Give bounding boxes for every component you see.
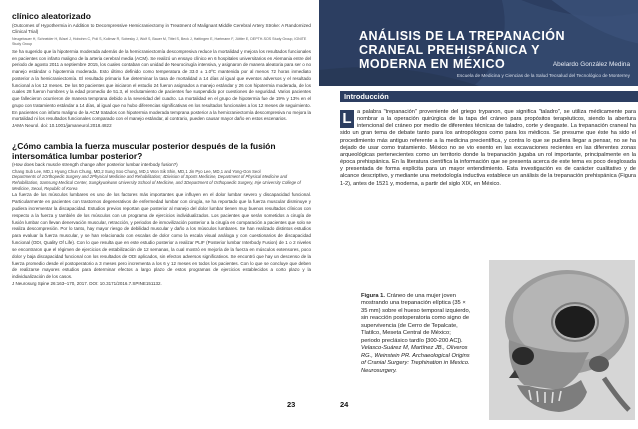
skull-image (489, 260, 635, 420)
article1-subtitle: (Outcomes of Hypothermia in Addition to Decompressive Hemicraniectomy in Treatment of Malignant Middle Cerebral Artery Stroke: A Randomized Clinical Trial) (12, 22, 311, 34)
intro-paragraph (340, 109, 636, 188)
article1-authors: Neugebauer H, Schneider H, Bösel J, Hobohm C, Poli S, Kollmar R, Sobesky J, Wolf S, Bauer M, Tittel S, Beck J, Hattingen E, Hartmann F, Jüttler E, DEPTH-SOS Study Group, IGNITE Study Group (12, 37, 307, 46)
author-affiliation: Escuela de Medicina y Ciencias de la Salud Tecsalud del Tecnológico de Monterrey (456, 73, 630, 78)
figure-label: Figura 1. (361, 293, 385, 299)
title-line-3: MODERNA EN MÉXICO (359, 56, 506, 71)
figure-citation: Velasco-Suárez M, Martínez JB., Oliveros RG., Weinstein PR. Archaeological Origins of Cranial Surgery: Trephination in Mexico. Neurosurgery. (361, 345, 470, 374)
article2-subtitle: (How does back muscle strength change after posterior lumbar interbody fusion?) (12, 162, 178, 168)
article1-conclusion: En pacientes con infarto maligno de la ACM tratados con hipotermia moderada temprana posterior a la hemicraniectomía descompresiva no mejora la mortalidad ni los resultados funcionales comparado con el manejo estándar, al contrario, pueden causar mayor daño en estos escenarios. (12, 109, 311, 122)
page-number-right: 24 (340, 400, 349, 409)
article1-body: Se ha sugerido que la hipotermia moderada además de la hemicraniectomía descompresiva reduce la mortalidad y mejora los resultados funcionales en pacientes con infarto maligno de la arteria cerebral media (ACM). Se realizó un ensayo clínico en 6 hospitales universitarios en Alemania entre del periodo de agosto 2011 a septiembre 2015, los cuales contaban con unidad de Neurocirugía intensiva, y asignaron de manera aleatoria para ser o no manejo estándar o hipotermia moderada. Esto último definido como temperatura de 33.0 ± 1.0ºC mantenida por al menos 72 horas inmediato posterior a la hemicraniectomía. El resultado primario fue determinar la tasa de mortalidad a 14 días al igual que eventos adversos y el resultado funcional a los 12 meses. De los 50 pacientes que iniciaron el estudio 24 fueron asignados a manejo estándar y 26 con hipotermia moderada, de los cuales 28 fueron hombres y la edad promedio de 51.3, el reclutamiento de pacientes fue suspendido por cuestiones de seguridad. Varios pacientes que fallecieron ocurrieron de manera temprana debido a la severidad del cuadro. La mortalidad en el grupo de hipotermia fue de 19% y 13% en el grupo con tratamiento estándar a 14 días, al igual que no hubo diferencias significativas en los resultados funcionales a los 12 meses de seguimiento. (12, 48, 311, 108)
article2-reference: J Neurosurg Spine 26:163–170, 2017. DOI: 10.3171/2016.7.SPINE151132. (12, 281, 162, 286)
drop-cap: L (340, 110, 354, 128)
article1-title: clínico aleatorizado (12, 11, 91, 21)
section-heading: Introducción (344, 92, 389, 101)
header-band (319, 0, 638, 86)
section-bar (340, 91, 638, 102)
figure-description: Cráneo de una mujer joven mostrando una trepanación elíptica (35 × 35 mm) sobre el hueso temporal izquierdo, sin reacción postoperatoria como signo de supervivencia (de Cerro de Tepalcate, Tlatilco, Meseta Central de México; periodo preclásico tardío [300-200 AC]). (361, 293, 471, 344)
right-page (319, 0, 638, 429)
article2-title: ¿Cómo cambia la fuerza muscular posterior después de la fusión intersomática lumbar posterior? (12, 140, 276, 161)
article2-authors: Chang Sub Lee, MD,1 Hyung Chun Chung, MD,2 Sung Soo Chung, MD,1 Won Sik Shin, MD,1 Jin Pyo Lee, MD,1 and Yong-Gon Seol (12, 168, 261, 174)
article2-affiliation: Departments of 1Orthopedic Surgery and 2Physical Medicine and Rehabilitation; 4Division of Sports Medicine, Department of Physical Medicine and Rehabilitation, Samsung Medical Center, Sungkyunkwan University School of Medicine, and 3Department of Orthopaedic Surgery, Inje University College of Medicine, Seoul, Republic of Korea (12, 174, 301, 191)
article2-body: La fuerza de los músculos lumbares es uno de los factores más importantes que influyen en el dolor lumbar severo y discapacidad funcional. Particularmente en pacientes con trastornos degenerativos de enfermedad lumbar con cirugía, se ha reportado que la fuerza muscular disminuye y pudiera incrementar la discapacidad. Estudios previos reportan que posterior al manejo del dolor lumbar tienen muy buenos resultados clínicos con respecto a la fuerza y también de los músculos con un programa de ejercicios individualizados. Los pacientes que serán sometidos a cirugía de fusión lumbar con llevan denervación muscular, retracción, y periodos de inmovilización posterior a la cirugía en comparación a pacientes que solo se realiza descompresión. Por lo tanto, hay mayor riesgo de debilidad muscular y daño a los músculos lumbares. Se han realizado distintos estudios para evaluar la fuerza muscular, y se han relacionado con escalas de dolor como la escala visual análoga y con cuestionarios de discapacidad funcional (ODI, Quality Of Life). Con lo que resulta que en este estudio posterior a realizar PLIF (Posterior lumbar Interbody Fusion) de 1 o 2 niveles se encontraron que el régimen de ejercicios de estabilización de 12 semanas, la cual mostró en mejoría de la fuerza en músculos extensores, poco dolor y baja discapacidad funcional con los resultados de ODI aplicados, sin efectos adversos significativos. Se encontró que hay un descenso de la fuerza promedio desde el postoperatorio a 3 meses pero incrementa a los 6 y 12 meses en todos los pacientes. Con lo que se concluye que deben de realizarse mayores estudios para determinar efectos a largo plazo de estos programas de ejercicios establecidos a corto plazo y la individualización de los casos. (12, 192, 311, 280)
figure-caption (361, 293, 471, 375)
author-name: Abelardo González Medina (552, 61, 630, 68)
intro-body: a palabra "trepanación" proveniente del griego trypanon, que significa "taladro", se utiliza médicamente para nombrar a la operación quirúrgica de la tapa del cráneo para propósitos terapéuticos, siendo la abertura intencional del cráneo por medio de diferentes técnicas de taladro, corte y desgaste. La trepanación craneal ha sido un gran tema de debate tanto para los antropólogos como para los médicos. Se presume que éste ha sido el procedimiento más antiguo referente a la medicina precientífica, y contra lo que se pudiera llegar a pensar, no se ha dejado de usar como tratamiento. México no se vio exento en las excavaciones recientes en las diferentes zonas arqueológicas pertenecientes como un territorio donde la trepanación jugaba un rol importante, principalmente en la época prehispánica. En la literatura científica la información que se presenta acerca de este tema es poco desglosada y presentada de forma explícita para un mayor entendimiento. Esta investigación es de carácter cualitativo y de alcance descriptivo, y mediante una metodología inductiva establece un análisis de la trepanación prehispánica (Figura 1-2), antes de 1521 y, moderna, a partir del siglo XIX, en México. (340, 109, 636, 187)
article1-reference: JAMA Neurol. doi: 10.1001/jamaneurol.2018.4822 (12, 123, 112, 129)
skull-photo (489, 260, 635, 420)
page-number-left: 23 (287, 400, 296, 409)
title-line-2: CRANEAL PREHISPÁNICA Y (359, 42, 540, 57)
title-line-1: ANÁLISIS DE LA TREPANACIÓN (359, 29, 566, 43)
